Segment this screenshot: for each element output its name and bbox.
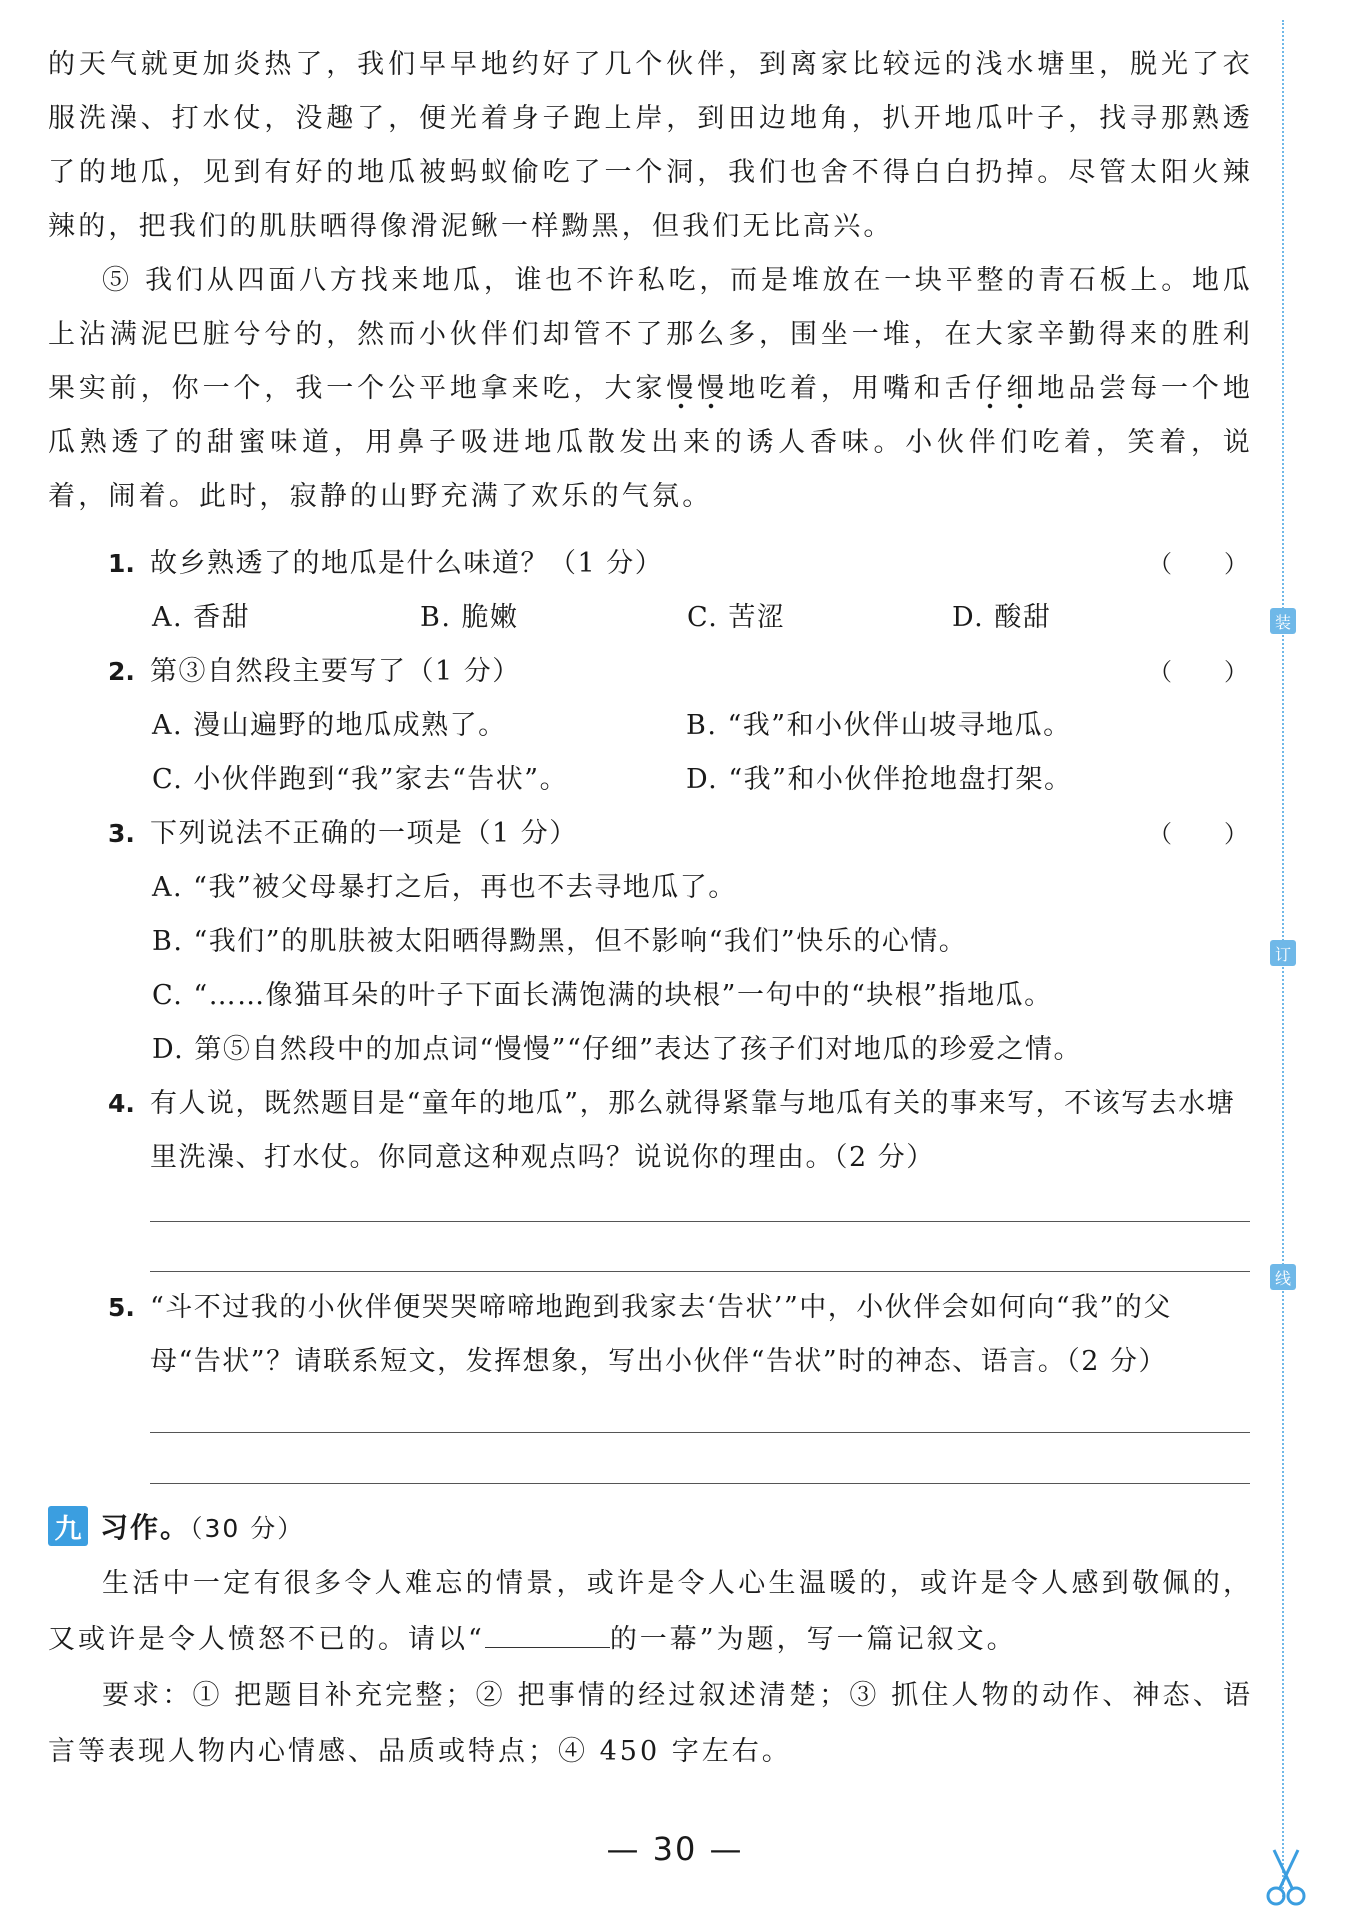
question-number: 3. (108, 819, 135, 848)
q5-answer-line-1[interactable] (150, 1432, 1250, 1433)
question-stem: 下列说法不正确的一项是（1 分） (150, 818, 578, 849)
q3-option-a[interactable]: A. “我”被父母暴打之后，再也不去寻地瓜了。 (152, 872, 737, 903)
question-3 (108, 807, 1248, 861)
q2-option-b[interactable]: B. “我”和小伙伴山坡寻地瓜。 (686, 710, 1072, 741)
bracket-open: （ (1148, 550, 1172, 578)
essay-instruction-end: 的一幕”为题，写一篇记叙文。 (609, 1624, 1017, 1655)
q1-option-a[interactable]: A. 香甜 (152, 602, 251, 633)
paragraph-5 (48, 254, 1253, 524)
question-number: 5. (108, 1293, 135, 1322)
scissors-icon (1264, 1848, 1308, 1908)
essay-instruction-text: 生活中一定有很多令人难忘的情景，或许是令人心生温暖的，或许是令人感到敬佩的，又或许是令人愤怒不已的。请以“ (48, 1568, 1253, 1655)
paragraph-4-tail: 的天气就更加炎热了，我们早早地约好了几个伙伴，到离家比较远的浅水塘里，脱光了衣服洗澡、打水仗，没趣了，便光着身子跑上岸，到田边地角，扒开地瓜叶子，找寻那熟透了的地瓜，见到有好的地瓜被蚂蚁偷吃了一个洞，我们也舍不得白白扔掉。尽管太阳火辣辣的，把我们的肌肤晒得像滑泥鳅一样黝黑，但我们无比高兴。 (48, 49, 1253, 242)
title-blank[interactable] (485, 1617, 610, 1648)
paragraph-5-part-a: ⑤ 我们从四面八方找来地瓜，谁也不许私吃，而是堆放在一块平整的青石板上。地瓜上沾满泥巴脏兮兮的，然而小伙伴们却管不了那么多，围坐一堆，在大家辛勤得来的胜利果实前，你一个，我一个公平地拿来吃，大家 (48, 265, 1253, 404)
question-number: 1. (108, 549, 135, 578)
question-number: 4. (108, 1089, 135, 1118)
question-stem: 故乡熟透了的地瓜是什么味道？（1 分） (150, 548, 664, 579)
dotted-text-2: 仔细 (975, 373, 1037, 410)
q3-option-c[interactable]: C. “……像猫耳朵的叶子下面长满饱满的块根”一句中的“块根”指地瓜。 (152, 980, 1053, 1011)
q2-option-c[interactable]: C. 小伙伴跑到“我”家去“告状”。 (152, 764, 569, 795)
essay-prompt (48, 1556, 1253, 1780)
q5-answer-line-2[interactable] (150, 1483, 1250, 1484)
question-stem: 第③自然段主要写了（1 分） (150, 656, 521, 687)
section-number-badge: 九 (48, 1506, 88, 1546)
section-score: （30 分） (190, 1514, 305, 1543)
section-9-header (48, 1506, 304, 1546)
essay-instruction (48, 1556, 1253, 1668)
q4-answer-line-1[interactable] (150, 1221, 1250, 1222)
dotted-text-1: 慢慢 (666, 373, 728, 410)
question-number: 2. (108, 657, 135, 686)
answer-bracket[interactable] (1148, 807, 1248, 861)
binding-mark-2: 订 (1270, 940, 1296, 966)
dotted-word-zixi (975, 373, 1037, 410)
bracket-open: （ (1148, 658, 1172, 686)
question-4 (108, 1077, 1248, 1185)
binding-mark-3: 线 (1270, 1264, 1296, 1290)
q2-option-a[interactable]: A. 漫山遍野的地瓜成熟了。 (152, 710, 507, 741)
question-5 (108, 1281, 1248, 1389)
answer-bracket[interactable] (1148, 645, 1248, 699)
question-1 (108, 537, 1248, 591)
bracket-open: （ (1148, 820, 1172, 848)
page-number: — 30 — (606, 1830, 744, 1868)
question-stem: 有人说，既然题目是“童年的地瓜”，那么就得紧靠与地瓜有关的事来写，不该写去水塘里洗澡、打水仗。你同意这种观点吗？说说你的理由。（2 分） (150, 1088, 1236, 1173)
q3-option-b[interactable]: B. “我们”的肌肤被太阳晒得黝黑，但不影响“我们”快乐的心情。 (152, 926, 968, 957)
paragraph-5-part-c: 地品尝每一个地瓜熟透了的甜蜜味道，用鼻子吸进地瓜散发出来的诱人香味。小伙伴们吃着，笑着，说着，闹着。此时，寂静的山野充满了欢乐的气氛。 (48, 373, 1254, 512)
paragraph-5-part-b: 地吃着，用嘴和舌 (728, 373, 976, 404)
section-title-text: 习作。 (100, 1511, 191, 1544)
q1-option-d[interactable]: D. 酸甜 (952, 602, 1052, 633)
q3-option-d[interactable]: D. 第⑤自然段中的加点词“慢慢”“仔细”表达了孩子们对地瓜的珍爱之情。 (152, 1034, 1083, 1065)
q2-option-d[interactable]: D. “我”和小伙伴抢地盘打架。 (686, 764, 1073, 795)
question-2 (108, 645, 1248, 699)
bracket-close: ） (1224, 550, 1248, 578)
dotted-word-manman (666, 373, 728, 410)
section-title (100, 1506, 304, 1546)
binding-mark-1: 装 (1270, 608, 1296, 634)
essay-requirements: 要求：① 把题目补充完整；② 把事情的经过叙述清楚；③ 抓住人物的动作、神态、语言等表现人物内心情感、品质或特点；④ 450 字左右。 (48, 1680, 1253, 1767)
question-stem: “斗不过我的小伙伴便哭哭啼啼地跑到我家去‘告状’”中，小伙伴会如何向“我”的父母“告状”？请联系短文，发挥想象，写出小伙伴“告状”时的神态、语言。（2 分） (150, 1292, 1172, 1377)
reading-passage (48, 38, 1253, 524)
answer-bracket[interactable] (1148, 537, 1248, 591)
q4-answer-line-2[interactable] (150, 1271, 1250, 1272)
q1-option-b[interactable]: B. 脆嫩 (420, 602, 519, 633)
q1-option-c[interactable]: C. 苦涩 (687, 602, 786, 633)
bracket-close: ） (1224, 658, 1248, 686)
bracket-close: ） (1224, 820, 1248, 848)
